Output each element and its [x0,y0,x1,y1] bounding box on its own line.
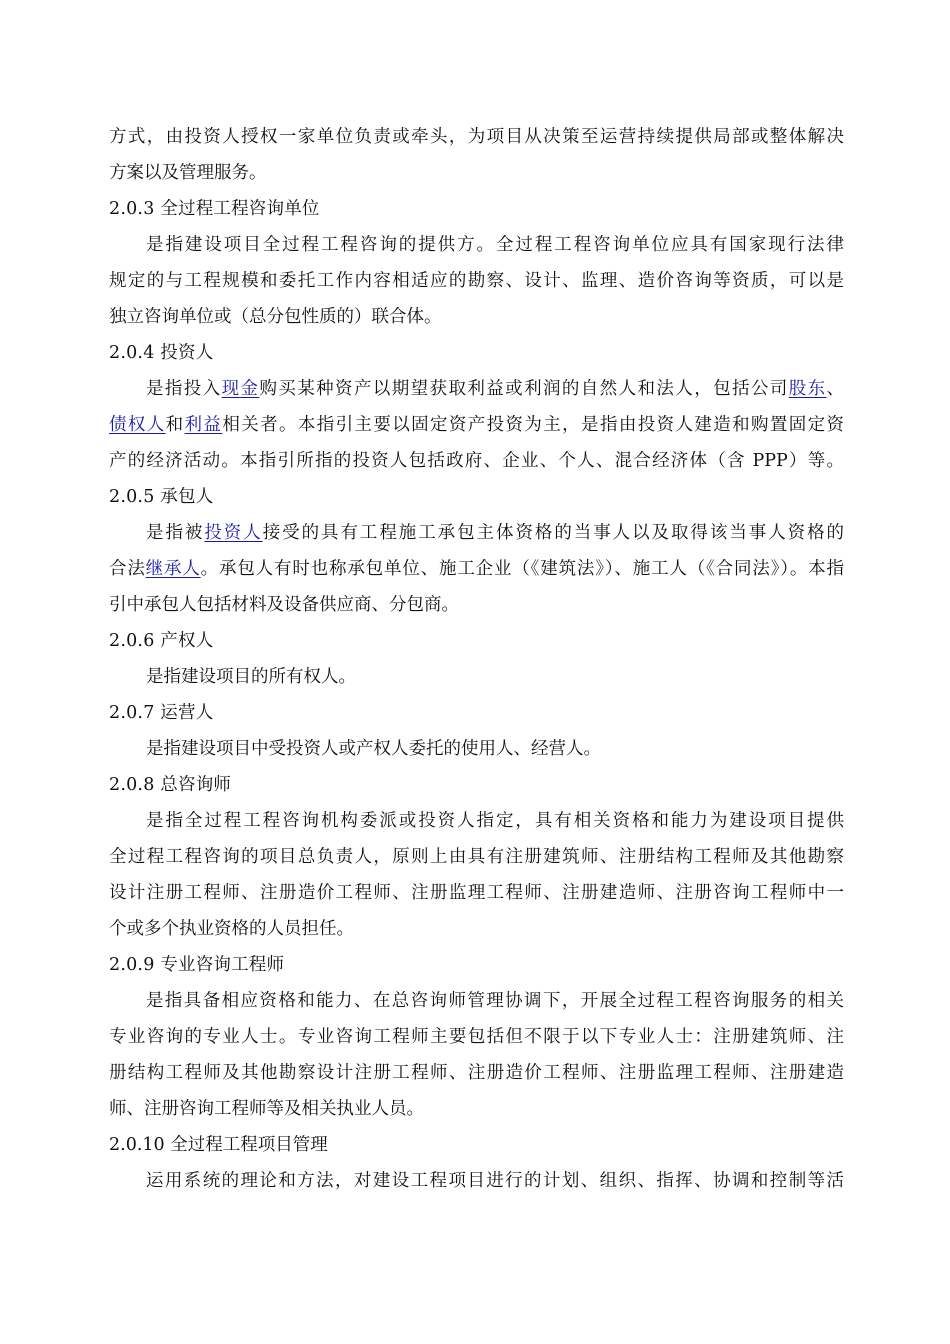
section-heading-2-0-7: 2.0.7 运营人 [109,703,214,723]
section-heading-2-0-8: 2.0.8 总咨询师 [109,775,232,795]
text-span: 和 [165,415,185,435]
body-line: 规定的与工程规模和委托工作内容相适应的勘察、设计、监理、造价咨询等资质，可以是 [109,271,844,291]
body-line: 专业咨询的专业人士。专业咨询工程师主要包括但不限于以下专业人士：注册建筑师、注 [109,1027,844,1047]
link-cash[interactable]: 现金 [221,379,260,399]
body-line [109,413,844,437]
section-heading-2-0-10: 2.0.10 全过程工程项目管理 [109,1135,328,1155]
text-span: 接受的具有工程施工承包主体资格的当事人以及取得该当事人资格的 [262,523,844,543]
body-line: 独立咨询单位或（总分包性质的）联合体。 [109,307,442,327]
body-line: 师、注册咨询工程师等及相关执业人员。 [109,1099,424,1119]
text-span: 购买某种资产以期望获取利益或利润的自然人和法人，包括公司 [259,379,789,399]
body-line: 运用系统的理论和方法，对建设工程项目进行的计划、组织、指挥、协调和控制等活 [146,1171,844,1191]
section-heading-2-0-9: 2.0.9 专业咨询工程师 [109,955,285,975]
text-span: 合法 [109,559,146,579]
body-line [109,557,844,581]
body-line: 方式，由投资人授权一家单位负责或牵头，为项目从决策至运营持续提供局部或整体解决 [109,127,844,147]
text-span: 是指被 [146,523,205,543]
link-successor[interactable]: 继承人 [145,559,201,579]
body-line: 是指建设项目全过程工程咨询的提供方。全过程工程咨询单位应具有国家现行法律 [146,235,844,255]
body-line [146,521,844,545]
text-span: 。承包人有时也称承包单位、施工企业（《建筑法》）、施工人（《合同法》）。本指 [200,559,844,579]
body-line: 引中承包人包括材料及设备供应商、分包商。 [109,595,459,615]
body-line: 方案以及管理服务。 [109,163,267,183]
body-line: 是指具备相应资格和能力、在总咨询师管理协调下，开展全过程工程咨询服务的相关 [146,991,844,1011]
link-investor[interactable]: 投资人 [204,523,263,543]
text-span: 相关者。本指引主要以固定资产投资为主，是指由投资人建造和购置固定资 [222,415,844,435]
body-line: 是指建设项目的所有权人。 [146,667,356,687]
section-heading-2-0-6: 2.0.6 产权人 [109,631,214,651]
body-line [146,377,844,401]
body-line: 产的经济活动。本指引所指的投资人包括政府、企业、个人、混合经济体（含 PPP）等。 [109,451,844,471]
link-shareholder[interactable]: 股东 [788,379,827,399]
body-line: 册结构工程师及其他勘察设计注册工程师、注册造价工程师、注册监理工程师、注册建造 [109,1063,844,1083]
body-line: 是指建设项目中受投资人或产权人委托的使用人、经营人。 [146,739,601,759]
link-interest[interactable]: 利益 [184,415,223,435]
text-span: 是指投入 [146,379,222,399]
body-line: 是指全过程工程咨询机构委派或投资人指定，具有相关资格和能力为建设项目提供 [146,811,844,831]
text-span: 、 [826,379,844,399]
section-heading-2-0-3: 2.0.3 全过程工程咨询单位 [109,199,320,219]
link-creditor[interactable]: 债权人 [109,415,166,435]
body-line: 全过程工程咨询的项目总负责人，原则上由具有注册建筑师、注册结构工程师及其他勘察 [109,847,844,867]
section-heading-2-0-5: 2.0.5 承包人 [109,487,214,507]
body-line: 设计注册工程师、注册造价工程师、注册监理工程师、注册建造师、注册咨询工程师中一 [109,883,844,903]
body-line: 个或多个执业资格的人员担任。 [109,919,354,939]
section-heading-2-0-4: 2.0.4 投资人 [109,343,214,363]
